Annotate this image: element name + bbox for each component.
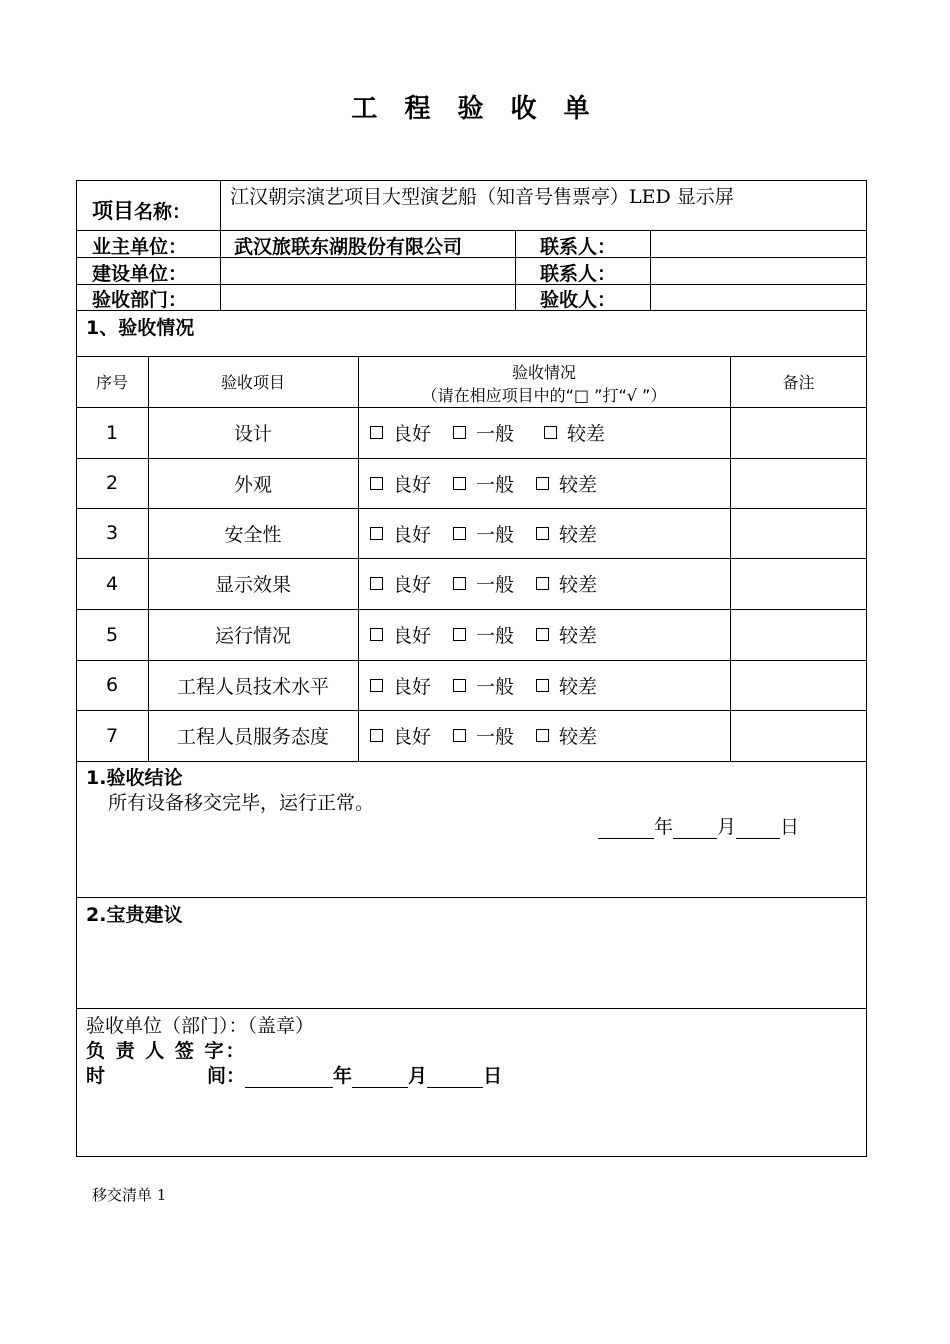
row-item: 工程人员技术水平 (176, 675, 329, 698)
remark-cell[interactable] (731, 661, 866, 709)
option-poor-label: 较差 (559, 523, 598, 546)
row-item: 设计 (233, 423, 272, 445)
checkbox-poor[interactable] (536, 679, 549, 692)
project-label-rest: 名称： (134, 201, 192, 223)
sign-unit-label: 验收单位（部门）：（盖章） (86, 1015, 315, 1037)
row-options (370, 508, 619, 558)
sign-time-a: 时 (86, 1065, 106, 1087)
row-options (370, 609, 619, 660)
row-no: 6 (105, 674, 119, 696)
checkbox-poor[interactable] (536, 729, 549, 742)
option-poor-label: 较差 (567, 423, 606, 445)
project-label-bold: 项目 (92, 199, 134, 223)
option-fair-label: 一般 (476, 675, 515, 698)
row-item: 安全性 (224, 523, 282, 546)
remark-cell[interactable] (731, 711, 866, 760)
row-item: 工程人员服务态度 (176, 726, 329, 748)
header-status: 验收情况 (511, 363, 576, 382)
month-blank[interactable] (673, 820, 717, 839)
row-no: 2 (105, 472, 119, 494)
option-fair-label: 一般 (476, 574, 515, 596)
option-fair-label: 一般 (476, 473, 515, 496)
checkbox-fair[interactable] (453, 679, 466, 692)
row-no: 4 (105, 572, 119, 595)
remark-cell[interactable] (731, 459, 866, 507)
remark-cell[interactable] (731, 559, 866, 608)
checkbox-poor[interactable] (536, 527, 549, 540)
dept-value-field[interactable] (226, 285, 510, 307)
row-no: 3 (105, 522, 119, 544)
sign-time-b: 间： (207, 1065, 246, 1087)
header-remark: 备注 (782, 373, 815, 392)
sign-month-label: 月 (408, 1065, 428, 1087)
checkbox-fair[interactable] (453, 729, 466, 742)
owner-value: 武汉旅联东湖股份有限公司 (234, 236, 463, 258)
dept-label: 验收部门： (92, 289, 188, 311)
row-item: 外观 (233, 473, 272, 496)
inspector-field[interactable] (656, 285, 861, 307)
option-good-label: 良好 (393, 473, 432, 496)
month-label: 月 (717, 816, 737, 838)
checkbox-fair[interactable] (453, 477, 466, 490)
year-label: 年 (654, 816, 674, 838)
sign-day-blank[interactable] (427, 1069, 483, 1088)
remark-cell[interactable] (731, 509, 866, 557)
checkbox-good[interactable] (370, 527, 383, 540)
remark-cell[interactable] (731, 408, 866, 457)
option-poor-label: 较差 (559, 675, 598, 698)
row-options (370, 407, 627, 458)
remark-cell[interactable] (731, 610, 866, 659)
sign-year-label: 年 (333, 1065, 353, 1087)
option-good-label: 良好 (393, 625, 432, 647)
checkbox-poor[interactable] (536, 477, 549, 490)
option-poor-label: 较差 (559, 473, 598, 496)
page-footer: 移交清单 1 (92, 1186, 167, 1204)
row-no: 5 (105, 623, 119, 646)
row-options (370, 458, 619, 508)
page-title: 工 程 验 收 单 (351, 94, 599, 124)
conclusion-title: 1.验收结论 (86, 767, 183, 789)
sign-day-label: 日 (483, 1065, 503, 1087)
checkbox-good[interactable] (370, 426, 383, 439)
row-options (370, 660, 619, 710)
row-options (370, 558, 619, 609)
option-good-label: 良好 (393, 574, 432, 596)
header-status-note: （请在相应项目中的“□ ”打“√ ”） (421, 386, 667, 405)
row-item: 显示效果 (214, 574, 291, 596)
header-item: 验收项目 (220, 373, 285, 392)
checkbox-good[interactable] (370, 628, 383, 641)
option-fair-label: 一般 (476, 726, 515, 748)
section-inspection-title: 1、验收情况 (86, 317, 195, 339)
option-good-label: 良好 (393, 423, 432, 445)
builder-value-field[interactable] (226, 259, 510, 281)
suggestion-title: 2.宝贵建议 (86, 904, 183, 926)
row-item: 运行情况 (214, 625, 291, 647)
row-no: 7 (105, 724, 119, 747)
checkbox-poor[interactable] (544, 426, 557, 439)
checkbox-good[interactable] (370, 477, 383, 490)
checkbox-poor[interactable] (536, 577, 549, 590)
owner-contact-label: 联系人： (540, 236, 617, 258)
checkbox-good[interactable] (370, 679, 383, 692)
sign-year-blank[interactable] (245, 1069, 333, 1088)
option-good-label: 良好 (393, 726, 432, 748)
header-no: 序号 (95, 373, 128, 392)
sign-month-blank[interactable] (352, 1069, 408, 1088)
builder-contact-field[interactable] (656, 259, 861, 281)
day-label: 日 (780, 816, 800, 838)
builder-label: 建设单位： (92, 263, 188, 285)
option-fair-label: 一般 (476, 523, 515, 546)
owner-contact-field[interactable] (656, 232, 861, 254)
project-name-value: 江汉朝宗演艺项目大型演艺船（知音号售票亭）LED 显示屏 (230, 186, 734, 208)
row-no: 1 (105, 421, 119, 444)
option-poor-label: 较差 (559, 574, 598, 596)
checkbox-good[interactable] (370, 729, 383, 742)
conclusion-date (598, 812, 799, 839)
owner-label: 业主单位： (92, 236, 188, 258)
builder-contact-label: 联系人： (540, 263, 617, 285)
checkbox-poor[interactable] (536, 628, 549, 641)
year-blank[interactable] (598, 820, 654, 839)
checkbox-good[interactable] (370, 577, 383, 590)
checkbox-fair[interactable] (453, 527, 466, 540)
suggestion-field[interactable] (86, 928, 856, 1002)
option-fair-label: 一般 (476, 625, 515, 647)
row-options (370, 710, 619, 761)
inspector-label: 验收人： (540, 289, 617, 311)
option-fair-label: 一般 (476, 423, 515, 445)
day-blank[interactable] (736, 820, 780, 839)
project-name-label (92, 195, 191, 225)
option-poor-label: 较差 (559, 726, 598, 748)
sign-person-label: 负 责 人 签 字： (86, 1040, 247, 1062)
option-poor-label: 较差 (559, 625, 598, 647)
option-good-label: 良好 (393, 675, 432, 698)
conclusion-text[interactable]: 所有设备移交完毕，运行正常。 (108, 792, 375, 814)
checkbox-fair[interactable] (453, 628, 466, 641)
sign-time-row (86, 1061, 502, 1088)
option-good-label: 良好 (393, 523, 432, 546)
checkbox-fair[interactable] (453, 426, 466, 439)
checkbox-fair[interactable] (453, 577, 466, 590)
